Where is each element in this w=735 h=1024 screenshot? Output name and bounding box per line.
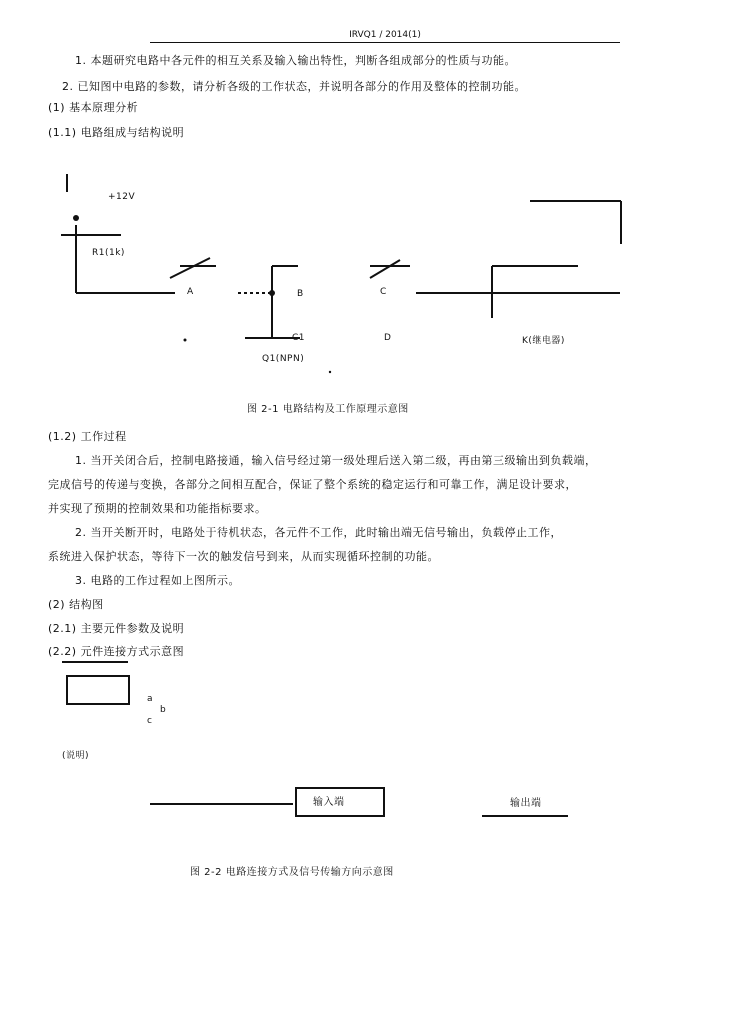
- paragraph-2: 2. 已知图中电路的参数，请分析各级的工作状态，并说明各部分的作用及整体的控制功能。: [62, 80, 526, 93]
- switch-1-lever: [170, 258, 210, 278]
- heading-1: (1) 基本原理分析: [48, 101, 139, 114]
- label-node-b: B: [297, 289, 304, 299]
- label-c1: C1: [292, 333, 306, 343]
- fig2-label-a: a: [147, 694, 154, 704]
- heading-5: (2.1) 主要元件参数及说明: [48, 622, 185, 635]
- switch-2-lever: [370, 260, 400, 278]
- figure-1-caption: 图 2-1 电路结构及工作原理示意图: [247, 404, 409, 415]
- paragraph-3a: 1. 当开关闭合后，控制电路接通，输入信号经过第一级处理后送入第二级，再由第三级输出到负载端，: [75, 454, 597, 467]
- label-node-d: D: [384, 333, 392, 343]
- page-header: IRVQ1 / 2014(1): [150, 30, 620, 43]
- fig3-output-label: 输出端: [510, 798, 542, 809]
- paragraph-5: 3. 电路的工作过程如上图所示。: [75, 574, 240, 587]
- heading-6: (2.2) 元件连接方式示意图: [48, 645, 185, 658]
- paragraph-4b: 系统进入保护状态，等待下一次的触发信号到来，从而实现循环控制的功能。: [48, 550, 439, 563]
- heading-4: (2) 结构图: [48, 598, 104, 611]
- heading-3: (1.2) 工作过程: [48, 430, 127, 443]
- paragraph-3c: 并实现了预期的控制效果和功能指标要求。: [48, 502, 267, 515]
- label-left-comp: R1(1k): [92, 248, 125, 258]
- node-a: [73, 215, 79, 221]
- paragraph-3b: 完成信号的传递与变换，各部分之间相互配合，保证了整个系统的稳定运行和可靠工作，满足设计要求，: [48, 478, 577, 491]
- label-q1: Q1(NPN): [262, 354, 305, 364]
- label-node-a: A: [187, 287, 194, 297]
- fig2-box: [67, 676, 129, 704]
- paragraph-1: 1. 本题研究电路中各元件的相互关系及输入输出特性，判断各组成部分的性质与功能。: [75, 54, 516, 67]
- label-relay: K(继电器): [522, 336, 565, 346]
- figure-3-caption: 图 2-2 电路连接方式及信号传输方向示意图: [190, 867, 394, 878]
- node-b: [269, 290, 275, 296]
- legend-note: (说明): [62, 751, 90, 761]
- heading-2: (1.1) 电路组成与结构说明: [48, 126, 185, 139]
- label-top-left: +12V: [108, 192, 136, 202]
- fig3-input-label: 输入端: [313, 797, 345, 808]
- fig2-label-c: c: [147, 716, 153, 726]
- paragraph-4a: 2. 当开关断开时，电路处于待机状态，各元件不工作，此时输出端无信号输出，负载停止工作，: [75, 526, 562, 539]
- label-node-c: C: [380, 287, 387, 297]
- fig2-label-b: b: [160, 705, 167, 715]
